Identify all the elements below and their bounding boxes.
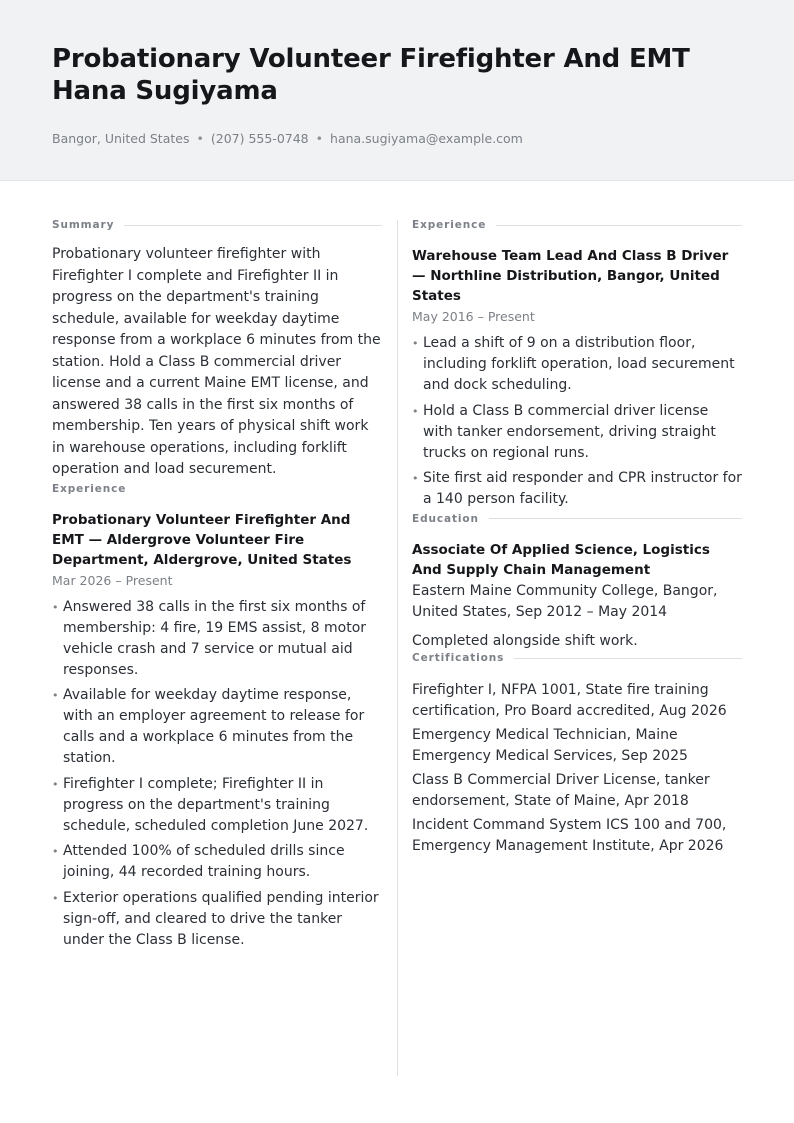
- left-column: [52, 218, 382, 955]
- education-heading: Education: [412, 512, 479, 525]
- bullet-item: • Hold a Class B commercial driver license with tanker endorsement, driving straight trucks on regional runs.: [412, 401, 742, 464]
- job-bullets: [52, 597, 382, 951]
- education-note: Completed alongside shift work.: [412, 632, 638, 649]
- job-dates: May 2016 – Present: [412, 309, 535, 324]
- separator-dot: •: [315, 131, 324, 146]
- education-section: [412, 512, 742, 653]
- experience-section: [412, 218, 742, 510]
- separator-dot: •: [196, 131, 204, 146]
- degree-title: Associate Of Applied Science, Logistics And Supply Chain Management: [412, 541, 710, 578]
- experience-heading: Experience: [412, 219, 487, 231]
- summary-heading: Summary: [52, 219, 115, 231]
- title-name: Hana Sugiyama: [52, 76, 278, 106]
- bullet-item: • Site first aid responder and CPR instructor for a 140 person facility.: [412, 468, 742, 510]
- job-dates: Mar 2026 – Present: [52, 572, 173, 588]
- contact-phone: (207) 555-0748: [210, 131, 309, 146]
- contact-line: [52, 131, 523, 146]
- certification-item: Incident Command System ICS 100 and 700, Emergency Management Institute, Apr 2026: [412, 817, 727, 854]
- section-heading: [412, 218, 742, 232]
- certification-item: Emergency Medical Technician, Maine Emergency Medical Services, Sep 2025: [412, 727, 688, 764]
- certification-item: Firefighter I, NFPA 1001, State fire training certification, Pro Board accredited, Aug 2026: [412, 682, 727, 719]
- job-title: Probationary Volunteer Firefighter And EMT — Aldergrove Volunteer Fire Department, Aldergrove, United States: [52, 511, 352, 568]
- summary-text: Probationary volunteer firefighter with Firefighter I complete and Firefighter II in progress on the department's training schedule, available for weekday daytime response from a workplace 6 minutes from the station. Hold a Class B commercial driver license and a current Maine EMT license, and answered 38 calls in the first six months of membership. Ten years of physical shift work in warehouse operations, including forklift operation and load securement.: [52, 246, 381, 477]
- certifications-heading: Certifications: [412, 652, 505, 664]
- title-role: Probationary Volunteer Firefighter And EMT: [52, 44, 690, 74]
- contact-email: hana.sugiyama@example.com: [330, 131, 523, 146]
- job-bullets: [412, 333, 742, 510]
- bullet-item: • Available for weekday daytime response, with an employer agreement to release for calls and a workplace 6 minutes from the station.: [52, 685, 382, 769]
- contact-location: Bangor, United States: [52, 131, 190, 146]
- experience-heading: Experience: [52, 482, 127, 495]
- section-heading: [412, 651, 742, 665]
- bullet-item: • Firefighter I complete; Firefighter II in progress on the department's training schedule, scheduled completion June 2027.: [52, 774, 382, 837]
- heading-rule: [489, 518, 742, 519]
- heading-rule: [496, 225, 742, 226]
- right-column: [412, 218, 742, 860]
- section-heading: [52, 218, 382, 232]
- bullet-item: • Answered 38 calls in the first six months of membership: 4 fire, 19 EMS assist, 8 motor vehicle crash and 7 service or mutual aid responses.: [52, 597, 382, 681]
- heading-rule: [514, 658, 742, 659]
- section-heading: [412, 512, 742, 526]
- resume-header: [0, 0, 794, 181]
- column-divider: [397, 220, 398, 1076]
- school-line: Eastern Maine Community College, Bangor, United States, Sep 2012 – May 2014: [412, 582, 718, 620]
- certifications-list: [412, 680, 742, 857]
- bullet-item: • Attended 100% of scheduled drills since joining, 44 recorded training hours.: [52, 841, 382, 883]
- heading-rule: [124, 225, 382, 226]
- certifications-section: [412, 651, 742, 857]
- certification-item: Class B Commercial Driver License, tanker endorsement, State of Maine, Apr 2018: [412, 772, 710, 809]
- page-title: [52, 43, 752, 107]
- summary-section: [52, 218, 382, 481]
- bullet-item: • Lead a shift of 9 on a distribution floor, including forklift operation, load securement and dock scheduling.: [412, 333, 742, 396]
- experience-section: [52, 482, 382, 951]
- job-title: Warehouse Team Lead And Class B Driver — Northline Distribution, Bangor, United States: [412, 248, 729, 304]
- section-heading: [52, 482, 382, 496]
- bullet-item: • Exterior operations qualified pending interior sign-off, and cleared to drive the tanker under the Class B license.: [52, 888, 382, 951]
